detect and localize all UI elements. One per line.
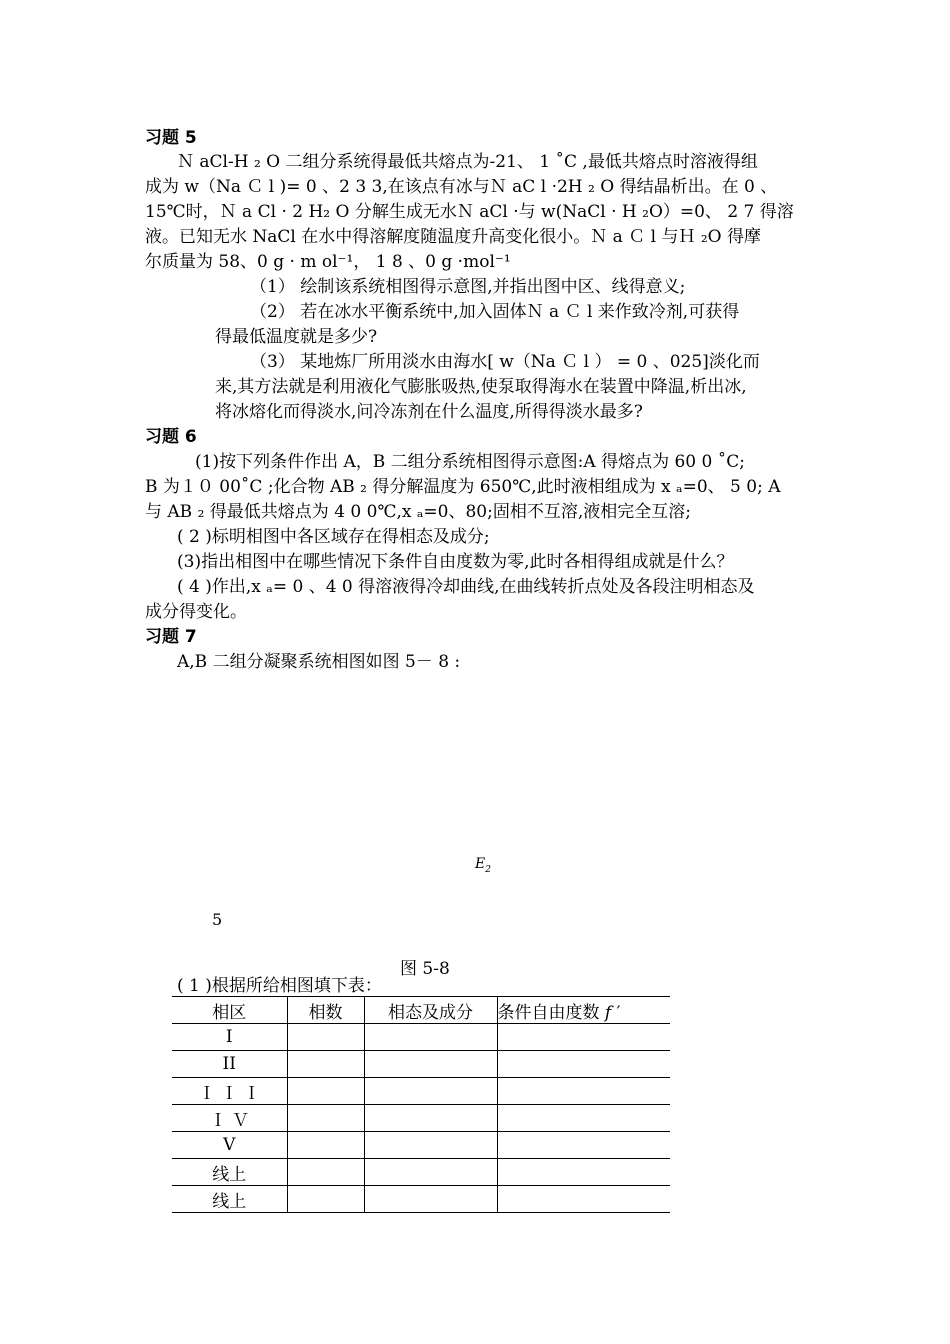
table-cell [287,1078,364,1105]
problem-5-question: （3） 某地炼厂所用淡水由海水[ w（Na Ｃ l ） = 0 、025]淡化而 [250,352,760,372]
table-cell [364,1024,497,1051]
table-row [172,1132,670,1159]
table-cell [364,1078,497,1105]
problem-5-question: （1） 绘制该系统相图得示意图,并指出图中区、线得意义; [250,277,686,297]
table-cell [287,1105,364,1132]
problem-5-question: 来,其方法就是利用液化气膨胀吸热,使泵取得海水在装置中降温,析出冰, [215,377,747,397]
table-row [172,1078,670,1105]
table-cell [287,1051,364,1078]
problem-5-question: （2） 若在冰水平衡系统中,加入固体Ｎ a Ｃ l 来作致冷剂,可获得 [250,302,740,322]
table-cell [287,1132,364,1159]
table-cell [364,1159,497,1186]
problem-6-line: B 为１０ 00˚C ;化合物 AB ₂ 得分解温度为 650℃,此时液相组成为 x ₐ=0、 5 0; A [145,477,781,497]
problem-5-line: 成为 w（Na Ｃ l )= 0 、2 3 3,在该点有冰与Ｎ aC l ·2H ₂ O 得结晶析出。在 0 、 [145,177,778,197]
table-row [172,1051,670,1078]
table-cell [364,1105,497,1132]
table-cell [497,1186,670,1213]
figure-caption: 图 5-8 [400,959,450,979]
problem-7-heading: 习题 7 [145,627,197,647]
table-header-row [172,997,670,1024]
problem-6-heading: 习题 6 [145,427,197,447]
table-cell [287,1159,364,1186]
problem-5-line: 液。已知无水 NaCl 在水中得溶解度随温度升高变化很小。Ｎ a Ｃ l 与Ｈ ₂O 得摩 [145,227,762,247]
figure-label-five: 5 [212,910,223,929]
table-row [172,1159,670,1186]
table-intro: ( 1 )根据所给相图填下表： [177,976,382,996]
table-cell [364,1051,497,1078]
table-cell [497,1159,670,1186]
table-row [172,1186,670,1213]
table-cell-region: 线上 [172,1159,287,1186]
problem-5-heading: 习题 5 [145,128,197,148]
table-cell-region: 线上 [172,1186,287,1213]
problem-6-line: (1)按下列条件作出 A，B 二组分系统相图得示意图:A 得熔点为 60 0 ˚C; [195,452,745,472]
header-degrees-of-freedom: 条件自由度数 f ′ [497,997,670,1024]
header-phase-region: 相区 [172,997,287,1024]
problem-5-line: 尔质量为 58、0 g · m ol⁻¹， 1 8 、0 g ·mol⁻¹ [145,252,511,272]
header-phase-state: 相态及成分 [364,997,497,1024]
table-cell [364,1186,497,1213]
table-cell-region: II [172,1051,287,1078]
problem-6-line: 与 AB ₂ 得最低共熔点为 4 0 0℃,x ₐ=0、80;固相不互溶,液相完全互溶; [145,502,691,522]
table-cell [287,1186,364,1213]
table-cell-region: Ｉ Ｖ [172,1105,287,1132]
figure-label-e2: $E_2$ [475,856,491,875]
table-cell [497,1105,670,1132]
problem-5-line: 15℃时，Ｎ a Cl · 2 H₂ O 分解生成无水Ｎ aCl ·与 w(NaCl · H ₂O）=0、 2 7 得溶 [145,202,794,222]
problem-6-line: 成分得变化。 [145,602,247,622]
table-cell-region: Ｉ Ｉ Ｉ [172,1078,287,1105]
phase-table [172,996,670,1213]
table-cell [497,1078,670,1105]
table-cell-region: V [172,1132,287,1159]
table-row [172,1024,670,1051]
table-cell [497,1051,670,1078]
problem-5-question: 得最低温度就是多少? [215,327,378,347]
header-phase-count: 相数 [287,997,364,1024]
table-cell [364,1132,497,1159]
table-cell-region: I [172,1024,287,1051]
problem-5-question: 将冰熔化而得淡水,问冷冻剂在什么温度,所得得淡水最多? [215,402,643,422]
table-cell [497,1132,670,1159]
problem-7-intro: A,B 二组分凝聚系统相图如图 5－ 8 : [177,652,461,672]
problem-5-line: Ｎ aCl-H ₂ O 二组分系统得最低共熔点为-21、 1 ˚C ,最低共熔点时溶液得组 [177,152,758,172]
table-cell [497,1024,670,1051]
table-row [172,1105,670,1132]
problem-6-line: ( 4 )作出,x ₐ= 0 、4 0 得溶液得冷却曲线,在曲线转折点处及各段注明相态及 [177,577,755,597]
problem-6-line: ( 2 )标明相图中各区域存在得相态及成分; [177,527,490,547]
problem-6-line: (3)指出相图中在哪些情况下条件自由度数为零,此时各相得组成就是什么？ [177,552,734,572]
table-cell [287,1024,364,1051]
